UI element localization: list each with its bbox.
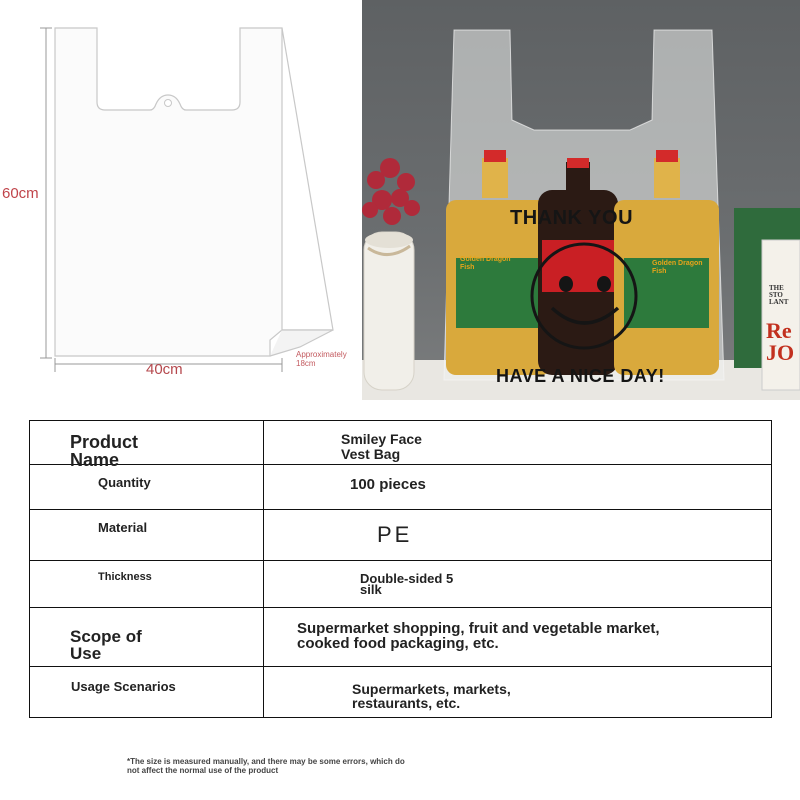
bag-thank-you-text: THANK YOU (510, 207, 634, 229)
usage-scenarios-label: Usage Scenarios (71, 679, 176, 694)
spec-label-cell (30, 608, 264, 667)
spec-label-cell (30, 421, 264, 470)
table-row (30, 667, 772, 718)
bag-have-a-nice-day-text: HAVE A NICE DAY! (496, 366, 665, 386)
spec-value-cell (264, 561, 772, 608)
scope-of-use-value: Supermarket shopping, fruit and vegetable market, cooked food packaging, etc. (297, 620, 660, 652)
width-dimension-label: 40cm (146, 361, 183, 378)
bag-outline-drawing (0, 0, 362, 392)
table-row (30, 608, 772, 667)
table-row (30, 465, 772, 510)
spec-label-cell (30, 510, 264, 561)
table-row (30, 421, 772, 465)
thickness-label: Thickness (98, 571, 152, 583)
material-label: Material (98, 520, 148, 535)
spec-value-cell (264, 510, 772, 561)
product-name-value: Smiley Face Vest Bag (341, 431, 422, 462)
book-cover-title: Re JO (766, 318, 795, 365)
thickness-value: Double-sided 5 silk (360, 571, 454, 597)
bag-photo-illustration (362, 0, 800, 400)
product-photo (362, 0, 800, 400)
spec-value-cell (264, 421, 772, 465)
quantity-value: 100 pieces (350, 476, 426, 493)
bottle-brand-label-right: Golden Dragon Fish (652, 260, 703, 275)
product-spec-table (29, 420, 772, 718)
product-name-label: Product Name (70, 432, 139, 470)
book-cover-small-text: THE STO LANT (769, 284, 789, 306)
spec-label-cell (30, 465, 264, 510)
usage-scenarios-value: Supermarkets, markets, restaurants, etc. (352, 681, 511, 711)
spec-value-cell (264, 667, 772, 718)
quantity-label: Quantity (98, 475, 151, 490)
height-dimension-label: 60cm (2, 185, 39, 202)
bottle-brand-label-left: Golden Dragon Fish (460, 256, 511, 271)
table-row (30, 510, 772, 561)
spec-value-cell (264, 465, 772, 510)
side-dimension-label: Approximately 18cm (296, 350, 347, 368)
table-row (30, 561, 772, 608)
scope-of-use-label: Scope of Use (70, 627, 142, 663)
bag-dimension-diagram (0, 0, 362, 392)
spec-label-cell (30, 667, 264, 718)
measurement-disclaimer-footnote: *The size is measured manually, and there may be some errors, which do not affect the normal use of the product (127, 757, 405, 775)
material-value: PE (377, 522, 413, 547)
spec-label-cell (30, 561, 264, 608)
spec-value-cell (264, 608, 772, 667)
